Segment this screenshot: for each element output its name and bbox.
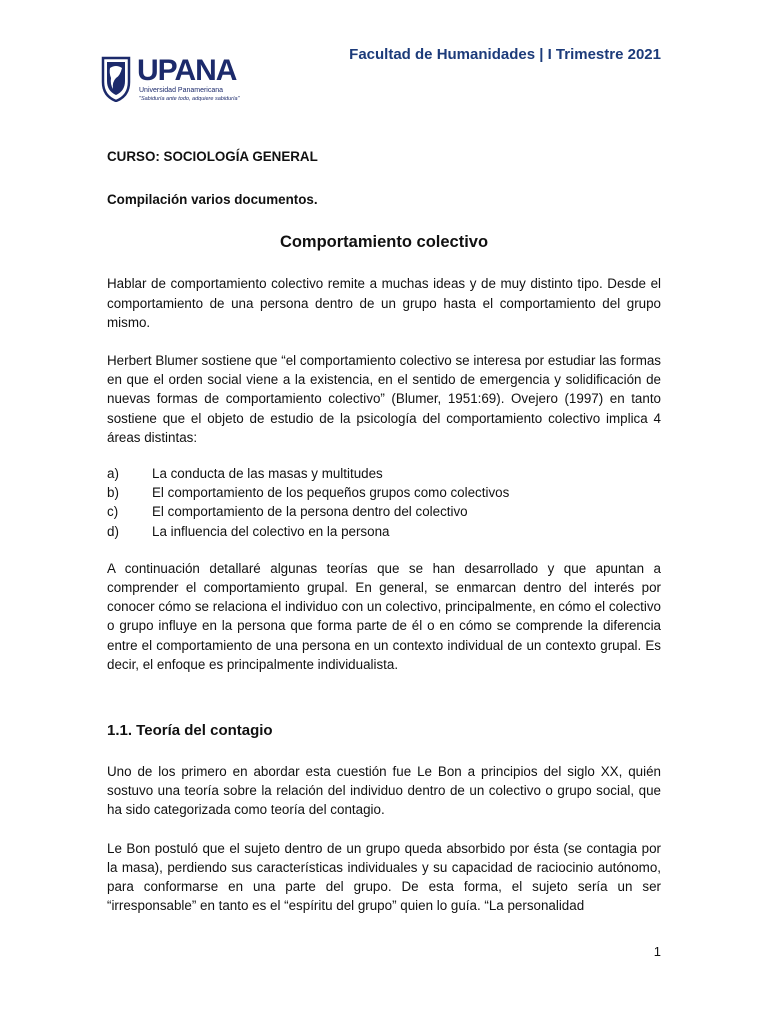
- list-text: El comportamiento de los pequeños grupos como colectivos: [152, 485, 510, 501]
- list-marker: d): [107, 523, 119, 539]
- paragraph-blumer: Herbert Blumer sostiene que “el comportamiento colectivo se interesa por estudiar las formas en que el orden social viene a la existencia, en el sentido de emergencia y solidificación de nuevas formas de comportamiento colectivo” (Blumer, 1951:69). Ovejero (1997) en tanto sostiene que el objeto de estudio de la psicología del comportamiento colectivo implica 4 áreas distintas:: [107, 353, 661, 445]
- list-item: [107, 502, 661, 521]
- brand-motto: "Sabiduría ante todo, adquiere sabiduría": [139, 96, 240, 102]
- course-label: CURSO: SOCIOLOGÍA GENERAL: [107, 149, 318, 164]
- brand-subtitle: Universidad Panamericana: [139, 87, 224, 94]
- paragraph-lebon-theory: Le Bon postuló que el sujeto dentro de un grupo queda absorbido por ésta (se contagia por la masa), perdiendo sus características individuales y su capacidad de raciocinio autónomo, para conformarse en una parte del grupo. De esta forma, el sujeto sería un ser “irresponsable” en tanto es el “espíritu del grupo” quien lo guía. “La personalidad: [107, 840, 661, 914]
- faculty-header: Facultad de Humanidades | I Trimestre 2021: [349, 46, 661, 63]
- paragraph-lebon-intro: Uno de los primero en abordar esta cuestión fue Le Bon a principios del siglo XX, quién sostuvo una teoría sobre la relación del individuo dentro de un colectivo o grupo social, que ha sido categorizada como teoría del contagio.: [107, 764, 661, 818]
- document-title: Comportamiento colectivo: [279, 233, 489, 252]
- list-item: [107, 483, 661, 502]
- list-text: El comportamiento de la persona dentro del colectivo: [152, 504, 468, 520]
- list-item: [107, 464, 661, 483]
- upana-logo: [101, 54, 240, 106]
- paragraph-theories: A continuación detallaré algunas teorías que se han desarrollado y que apuntan a comprender el comportamiento grupal. En general, se enmarcan dentro del interés por conocer cómo se relaciona el individuo con un colectivo, principalmente, en cómo el colectivo o grupo influye en la persona que forma parte de él o en cómo se comprende la diferencia entre el comportamiento de una persona en un contexto individual de un contexto grupal. Es decir, el enfoque es principalmente individualista.: [107, 560, 661, 672]
- paragraph-intro: Hablar de comportamiento colectivo remite a muchas ideas y de muy distinto tipo. Desde el comportamiento de una persona dentro de un grupo hasta el comportamiento del grupo mismo.: [107, 276, 661, 330]
- section-heading: 1.1. Teoría del contagio: [107, 722, 273, 740]
- list-text: La influencia del colectivo en la persona: [152, 523, 390, 539]
- brand-name: UPANA: [137, 54, 237, 87]
- compilation-label: Compilación varios documentos.: [107, 192, 318, 208]
- list-text: La conducta de las masas y multitudes: [152, 466, 383, 482]
- page-number: 1: [653, 944, 661, 959]
- list-marker: c): [107, 504, 119, 520]
- shield-icon: [101, 56, 131, 102]
- list-marker: a): [107, 466, 119, 482]
- list-marker: b): [107, 485, 119, 501]
- document-body: [107, 145, 661, 915]
- list-item: [107, 522, 661, 541]
- areas-list: [107, 464, 661, 541]
